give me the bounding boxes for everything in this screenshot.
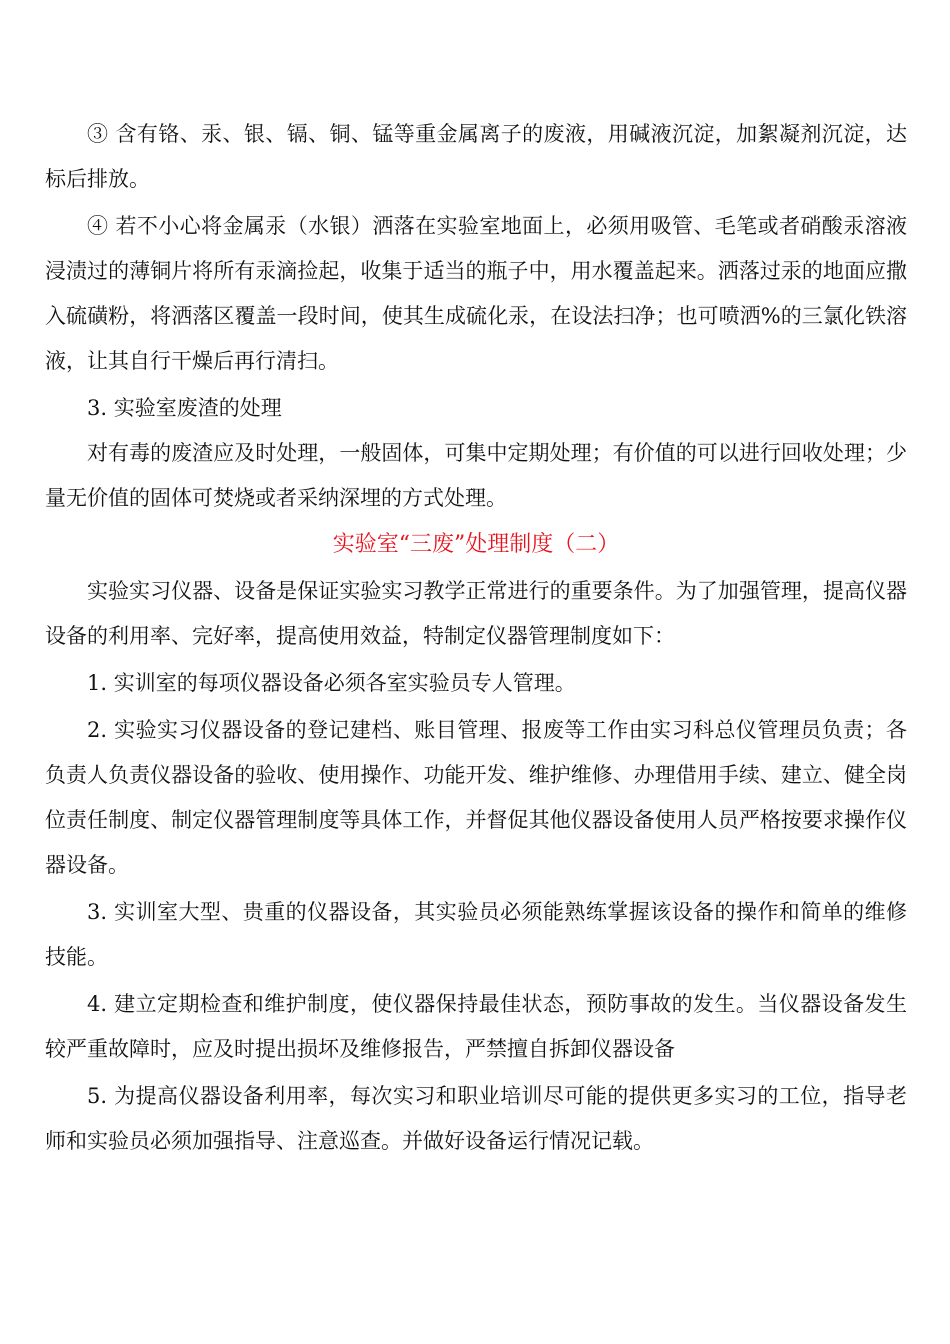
waste-residue-paragraph: 对有毒的废渣应及时处理，一般固体，可集中定期处理；有价值的可以进行回收处理；少量无价值的固体可焚烧或者采纳深埋的方式处理。 xyxy=(45,441,907,510)
rule-1-paragraph: 1. 实训室的每项仪器设备必须各室实验员专人管理。 xyxy=(87,671,576,695)
section-title: 实验室“三废”处理制度（二） xyxy=(332,532,620,557)
item-4-paragraph: ④ 若不小心将金属汞（水银）洒落在实验室地面上，必须用吸管、毛笔或者硝酸汞溶液浸渍过的薄铜片将所有汞滴捡起，收集于适当的瓶子中，用水覆盖起来。洒落过汞的地面应撒入硫磺粉，将洒落区覆盖一段时间，使其生成硫化汞，在设法扫净；也可喷洒%的三氯化铁溶液，让其自行干燥后再行清扫。 xyxy=(45,214,907,373)
waste-residue-heading: 3. 实验室废渣的处理 xyxy=(87,396,282,420)
rule-3-paragraph: 3. 实训室大型、贵重的仪器设备，其实验员必须能熟练掌握该设备的操作和简单的维修技能。 xyxy=(45,900,907,969)
rule-5-paragraph: 5. 为提高仪器设备利用率，每次实习和职业培训尽可能的提供更多实习的工位，指导老师和实验员必须加强指导、注意巡查。并做好设备运行情况记载。 xyxy=(45,1084,907,1153)
rule-2-paragraph: 2. 实验实习仪器设备的登记建档、账目管理、报废等工作由实习科总仪管理员负责；各负责人负责仪器设备的验收、使用操作、功能开发、维护维修、办理借用手续、建立、健全岗位责任制度、制定仪器管理制度等具体工作，并督促其他仪器设备使用人员严格按要求操作仪器设备。 xyxy=(45,718,907,877)
document-page xyxy=(45,112,907,1164)
item-3-paragraph: ③ 含有铬、汞、银、镉、铜、锰等重金属离子的废液，用碱液沉淀，加絮凝剂沉淀，达标后排放。 xyxy=(45,122,907,191)
intro-paragraph: 实验实习仪器、设备是保证实验实习教学正常进行的重要条件。为了加强管理，提高仪器设备的利用率、完好率，提高使用效益，特制定仪器管理制度如下： xyxy=(45,579,907,648)
rule-4-paragraph: 4. 建立定期检查和维护制度，使仪器保持最佳状态，预防事故的发生。当仪器设备发生较严重故障时，应及时提出损坏及维修报告，严禁擅自拆卸仪器设备 xyxy=(45,992,907,1061)
